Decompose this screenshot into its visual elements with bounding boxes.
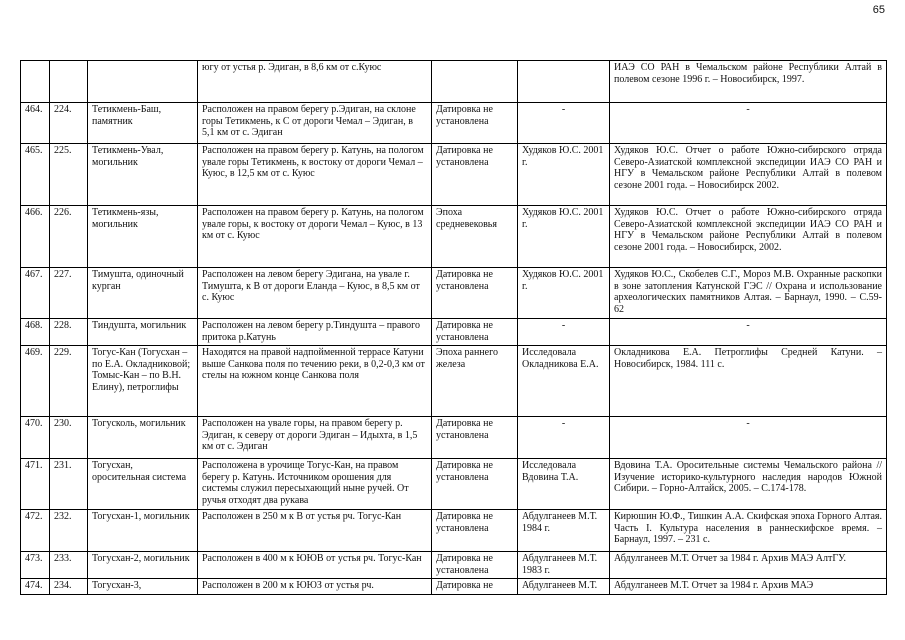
monument-dating: Датировка не установлена [432, 319, 518, 346]
local-number: 229. [50, 346, 88, 417]
table-row [21, 579, 887, 595]
monument-location: Расположен на увале горы, на правом берегу р. Эдиган, к северу от дороги Эдиган – Идыхта, в 1,5 км от с. Эдиган [198, 417, 432, 459]
monument-name: Тетикмень-Баш, памятник [88, 103, 198, 144]
local-number: 230. [50, 417, 88, 459]
monument-location: Расположен в 250 м к В от устья рч. Тогус-Кан [198, 510, 432, 552]
bibliography: - [610, 417, 887, 459]
monument-location: югу от устья р. Эдиган, в 8,6 км от с.Куюс [198, 61, 432, 103]
row-number [21, 61, 50, 103]
table-row [21, 510, 887, 552]
monument-name: Тогусхан, оросительная система [88, 459, 198, 510]
monument-dating: Датировка не установлена [432, 552, 518, 579]
monument-dating: Датировка не установлена [432, 417, 518, 459]
table-row [21, 61, 887, 103]
bibliography: Вдовина Т.А. Оросительные системы Чемальского района // Изучение историко-культурного наследия народов Южной Сибири. – Горно-Алтайск, 2005. – С.174-178. [610, 459, 887, 510]
local-number: 227. [50, 268, 88, 319]
table-row [21, 459, 887, 510]
researcher: Абдулганеев М.Т. [518, 579, 610, 595]
monument-name: Тиндушта, могильник [88, 319, 198, 346]
bibliography: - [610, 103, 887, 144]
monument-location: Расположен в 400 м к ЮЮВ от устья рч. Тогус-Кан [198, 552, 432, 579]
bibliography: Худяков Ю.С. Отчет о работе Южно-сибирского отряда Северо-Азиатской комплексной экспедиции ИАЭ СО РАН и НГУ в Чемальском районе Республики Алтай в полевом сезоне 2001 года. – Новосибирск 2002. [610, 144, 887, 206]
bibliography: Абдулганеев М.Т. Отчет за 1984 г. Архив МАЭ [610, 579, 887, 595]
researcher: Абдулганеев М.Т. 1984 г. [518, 510, 610, 552]
row-number: 473. [21, 552, 50, 579]
local-number [50, 61, 88, 103]
row-number: 470. [21, 417, 50, 459]
researcher: Абдулганеев М.Т. 1983 г. [518, 552, 610, 579]
page-number: 65 [872, 4, 885, 16]
monument-dating: Датировка не [432, 579, 518, 595]
local-number: 226. [50, 206, 88, 268]
monuments-table [20, 60, 887, 595]
researcher: - [518, 103, 610, 144]
monument-dating: Датировка не установлена [432, 103, 518, 144]
monument-dating: Датировка не установлена [432, 510, 518, 552]
monument-location: Расположен на правом берегу р.Эдиган, на склоне горы Тетикмень, к С от дороги Чемал – Эдиган, в 5,1 км от с. Эдиган [198, 103, 432, 144]
monument-dating: Датировка не установлена [432, 268, 518, 319]
bibliography: - [610, 319, 887, 346]
row-number: 468. [21, 319, 50, 346]
monument-name: Тогусколь, могильник [88, 417, 198, 459]
bibliography: Худяков Ю.С. Отчет о работе Южно-сибирского отряда Северо-Азиатской комплексной экспедиции ИАЭ СО РАН и НГУ в Чемальском районе Республики Алтай в полевом сезоне 2001 года. – Новосибирск, 2002. [610, 206, 887, 268]
table-row [21, 206, 887, 268]
monument-name: Тогусхан-3, [88, 579, 198, 595]
bibliography: Окладникова Е.А. Петроглифы Средней Катуни. – Новосибирск, 1984. 111 с. [610, 346, 887, 417]
local-number: 225. [50, 144, 88, 206]
bibliography: Абдулганеев М.Т. Отчет за 1984 г. Архив МАЭ АлтГУ. [610, 552, 887, 579]
monument-name: Тетикмень-язы, могильник [88, 206, 198, 268]
monument-dating: Датировка не установлена [432, 459, 518, 510]
local-number: 224. [50, 103, 88, 144]
local-number: 234. [50, 579, 88, 595]
researcher [518, 61, 610, 103]
row-number: 464. [21, 103, 50, 144]
monument-name: Тогус-Кан (Тогусхан – по Е.А. Окладниковой; Томыс-Кан – по В.Н. Елину), петроглифы [88, 346, 198, 417]
row-number: 466. [21, 206, 50, 268]
monument-dating: Датировка не установлена [432, 144, 518, 206]
monument-dating [432, 61, 518, 103]
local-number: 233. [50, 552, 88, 579]
monument-name: Тетикмень-Увал, могильник [88, 144, 198, 206]
monument-name: Тогусхан-1, могильник [88, 510, 198, 552]
researcher: Исследовала Вдовина Т.А. [518, 459, 610, 510]
row-number: 472. [21, 510, 50, 552]
monument-location: Расположен на левом берегу Эдигана, на увале г. Тимушта, к В от дороги Еланда – Куюс, в 8,5 км от с. Куюс [198, 268, 432, 319]
bibliography: Худяков Ю.С., Скобелев С.Г., Мороз М.В. Охранные раскопки в зоне затопления Катунской ГЭС // Охрана и использование археологических памятников Алтая. – Барнаул, 1990. – С.59-62 [610, 268, 887, 319]
monument-location: Расположен на правом берегу р. Катунь, на пологом увале горы, к востоку от дороги Чемал – Куюс, в 13 км от с. Куюс [198, 206, 432, 268]
table-row [21, 346, 887, 417]
table-row [21, 103, 887, 144]
table-row [21, 144, 887, 206]
table-row [21, 268, 887, 319]
monument-location: Расположена в урочище Тогус-Кан, на правом берегу р. Катунь. Источником орошения для системы служил пересыхающий ныне ручей. От ручья отходят два рукава [198, 459, 432, 510]
monument-name [88, 61, 198, 103]
monument-location: Находятся на правой надпойменной террасе Катуни выше Санкова поля по течению реки, в 0,2-0,3 км от стелы на южном конце Санкова поля [198, 346, 432, 417]
local-number: 231. [50, 459, 88, 510]
researcher: Исследовала Окладникова Е.А. [518, 346, 610, 417]
local-number: 228. [50, 319, 88, 346]
researcher: Худяков Ю.С. 2001 г. [518, 268, 610, 319]
monument-location: Расположен на левом берегу р.Тиндушта – правого притока р.Катунь [198, 319, 432, 346]
researcher: Худяков Ю.С. 2001 г. [518, 206, 610, 268]
row-number: 471. [21, 459, 50, 510]
monument-dating: Эпоха средневековья [432, 206, 518, 268]
bibliography: ИАЭ СО РАН в Чемальском районе Республики Алтай в полевом сезоне 1996 г. – Новосибирск, 1997. [610, 61, 887, 103]
table-row [21, 417, 887, 459]
table-row [21, 319, 887, 346]
monument-name: Тогусхан-2, могильник [88, 552, 198, 579]
table-row [21, 552, 887, 579]
bibliography: Кирюшин Ю.Ф., Тишкин А.А. Скифская эпоха Горного Алтая. Часть I. Культура населения в раннескифское время. – Барнаул, 1997. – 231 с. [610, 510, 887, 552]
row-number: 469. [21, 346, 50, 417]
researcher: - [518, 319, 610, 346]
monument-dating: Эпоха раннего железа [432, 346, 518, 417]
row-number: 474. [21, 579, 50, 595]
researcher: Худяков Ю.С. 2001 г. [518, 144, 610, 206]
monument-name: Тимушта, одиночный курган [88, 268, 198, 319]
researcher: - [518, 417, 610, 459]
local-number: 232. [50, 510, 88, 552]
monument-location: Расположен в 200 м к ЮЮЗ от устья рч. [198, 579, 432, 595]
row-number: 467. [21, 268, 50, 319]
row-number: 465. [21, 144, 50, 206]
monument-location: Расположен на правом берегу р. Катунь, на пологом увале горы Тетикмень, к востоку от дороги Чемал – Куюс, в 12,5 км от с. Куюс [198, 144, 432, 206]
